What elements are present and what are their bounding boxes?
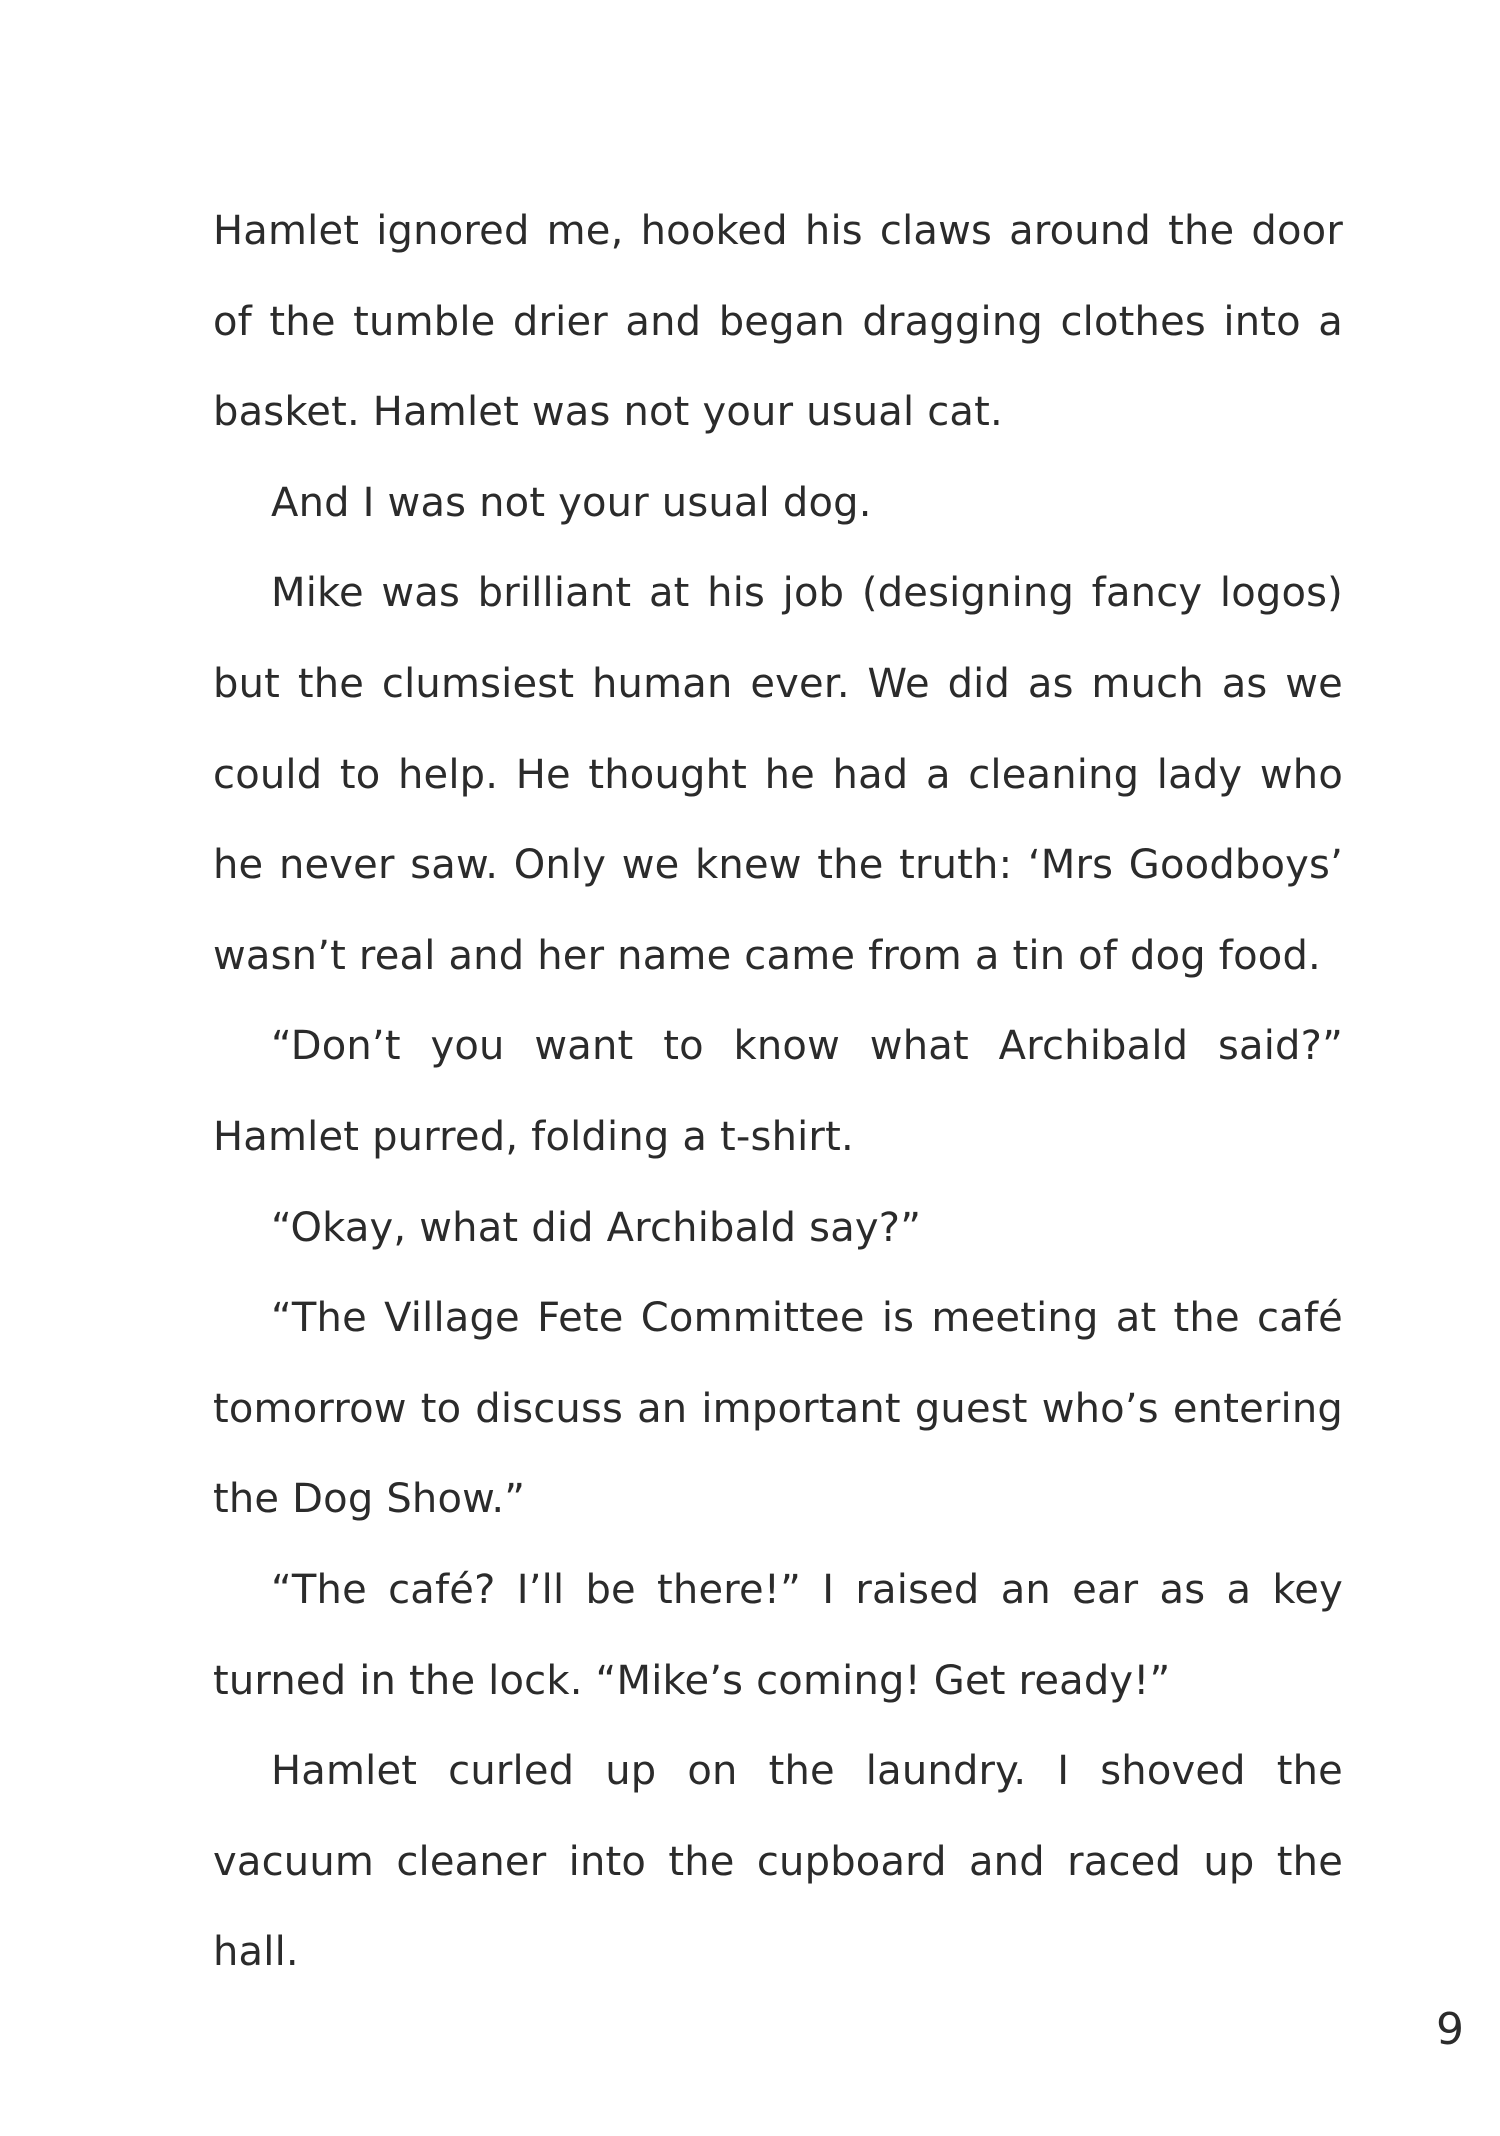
paragraph: “Don’t you want to know what Archibald said?” Hamlet purred, folding a t-shirt.	[213, 1023, 1343, 1160]
page-number: 9	[1436, 2004, 1464, 2055]
body-text	[213, 186, 1343, 1998]
paragraph: “The Village Fete Committee is meeting at the café tomorrow to discuss an important guest who’s entering the Dog Show.”	[213, 1295, 1343, 1523]
paragraph: Mike was brilliant at his job (designing fancy logos) but the clumsiest human ever. We did as much as we could to help. He thought he had a cleaning lady who he never saw. Only we knew the truth: ‘Mrs Goodboys’ wasn’t real and her name came from a tin of dog food.	[213, 570, 1343, 979]
paragraph: “Okay, what did Archibald say?”	[271, 1204, 922, 1251]
paragraph: Hamlet ignored me, hooked his claws around the door of the tumble drier and began dragging clothes into a basket. Hamlet was not your usual cat.	[213, 208, 1343, 436]
paragraph: Hamlet curled up on the laundry. I shoved the vacuum cleaner into the cupboard and raced up the hall.	[213, 1748, 1343, 1976]
paragraph: And I was not your usual dog.	[271, 479, 872, 526]
paragraph: “The café? I’ll be there!” I raised an ear as a key turned in the lock. “Mike’s coming! Get ready!”	[213, 1566, 1343, 1704]
